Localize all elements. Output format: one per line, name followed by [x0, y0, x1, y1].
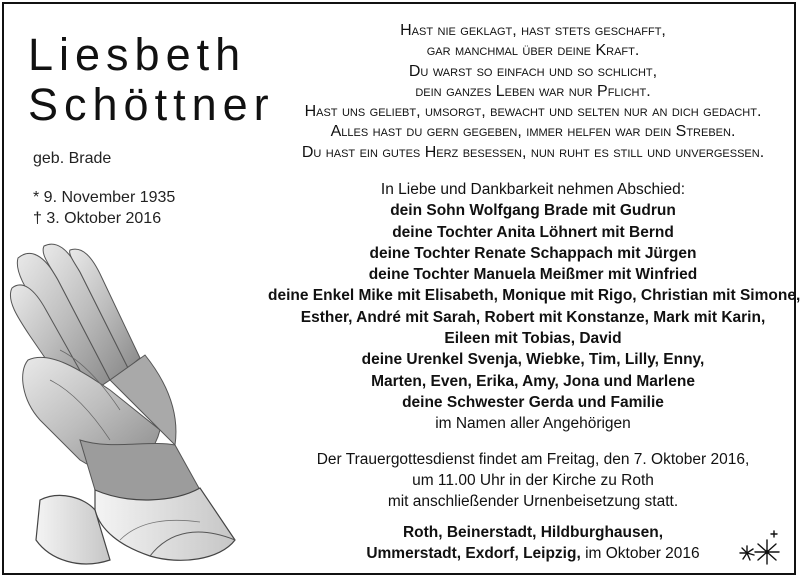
- places-line-2: Ummerstadt, Exdorf, Leipzig,: [366, 545, 581, 562]
- praying-hands-illustration: [0, 240, 245, 574]
- service-line: mit anschließender Urnenbeisetzung statt.: [387, 493, 679, 510]
- mourner-line: Marten, Even, Erika, Amy, Jona und Marlene: [371, 372, 695, 390]
- poem-line: Hast uns geliebt, umsorgt, bewacht und selten nur an dich gedacht.: [304, 103, 762, 121]
- mourner-line: deine Urenkel Svenja, Wiebke, Tim, Lilly, Enny,: [361, 351, 705, 369]
- service-line: Der Trauergottesdienst findet am Freitag, den 7. Oktober 2016,: [316, 451, 750, 468]
- poem-line: Hast nie geklagt, hast stets geschafft,: [400, 22, 666, 39]
- funeral-service-info: [268, 449, 798, 512]
- mourner-line: deine Tochter Renate Schappach mit Jürgen: [369, 244, 697, 262]
- mourners-intro: In Liebe und Dankbarkeit nehmen Abschied:: [380, 181, 686, 198]
- birth-date: * 9. November 1935: [33, 189, 176, 206]
- memorial-poem: [268, 21, 798, 163]
- poem-line: Alles hast du gern gegeben, immer helfen war dein Streben.: [330, 123, 736, 141]
- mourner-line: deine Enkel Mike mit Elisabeth, Monique mit Rigo, Christian mit Simone,: [268, 287, 800, 305]
- deceased-first-name: Liesbeth: [28, 29, 247, 80]
- mourner-line: deine Tochter Anita Löhnert mit Bernd: [392, 223, 674, 241]
- flower-logo-icon: [733, 528, 783, 568]
- mourner-line: deine Schwester Gerda und Familie: [402, 393, 664, 411]
- death-date: † 3. Oktober 2016: [33, 210, 162, 227]
- mourners-closing: im Namen aller Angehörigen: [435, 415, 631, 433]
- service-line: um 11.00 Uhr in der Kirche zu Roth: [412, 472, 654, 489]
- places-and-date: [268, 522, 798, 564]
- places-line-1: Roth, Beinerstadt, Hildburghausen,: [402, 524, 664, 541]
- mourner-line: dein Sohn Wolfgang Brade mit Gudrun: [390, 202, 676, 220]
- poem-line: gar manchmal über deine Kraft.: [426, 42, 640, 60]
- mourner-line: deine Tochter Manuela Meißmer mit Winfried: [368, 266, 698, 284]
- maiden-name: geb. Brade: [33, 150, 112, 167]
- poem-line: dein ganzes Leben war nur Pflicht.: [415, 82, 651, 100]
- poem-line: Du warst so einfach und so schlicht,: [408, 62, 658, 80]
- mourners-list: [268, 179, 798, 435]
- mourner-line: Eileen mit Tobias, David: [444, 330, 622, 348]
- date-line: im Oktober 2016: [580, 545, 700, 562]
- poem-line: Du hast ein gutes Herz besessen, nun ruht es still und unvergessen.: [301, 143, 765, 161]
- deceased-last-name: Schöttner: [28, 79, 275, 130]
- mourner-line: Esther, André mit Sarah, Robert mit Konstanze, Mark mit Karin,: [300, 308, 766, 326]
